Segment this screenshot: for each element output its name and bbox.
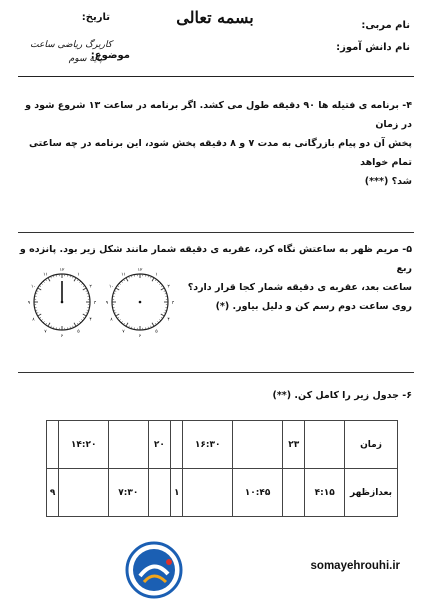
subject-line-1: کاربرگ ریاضی ساعت <box>30 40 112 50</box>
clock-number: ۱۰ <box>30 284 36 290</box>
table-cell[interactable] <box>171 421 183 469</box>
clock-number: ۶ <box>60 334 64 339</box>
question-5-line-3: روی ساعت دوم رسم کن و دلیل بیاور. (*) <box>215 301 412 312</box>
table-cell[interactable] <box>59 469 109 517</box>
clock-center <box>139 301 142 304</box>
page-title: بسمه تعالی <box>176 8 254 27</box>
clock-number: ۴ <box>89 317 92 323</box>
table-cell[interactable] <box>305 421 345 469</box>
clock-number: ۲ <box>89 284 92 290</box>
clock-number: ۴ <box>167 317 170 323</box>
clock-number: ۱۲ <box>137 268 143 273</box>
table-header-afternoon: بعدازظهر <box>345 469 398 517</box>
table-cell: ۱۴:۲۰ <box>59 421 109 469</box>
clock-number: ۷ <box>122 329 125 335</box>
teacher-name-label: نام مربی: <box>361 20 410 31</box>
table-row-time <box>47 421 398 469</box>
section-divider-2 <box>18 372 414 373</box>
clock-number: ۶ <box>138 334 142 339</box>
clock-with-minute-hand <box>28 268 97 339</box>
header-divider <box>18 76 414 77</box>
question-5-line-2: ساعت بعد، عقربه ی دقیقه شمار کجا قرار دارد؟ <box>187 282 412 293</box>
time-table <box>46 420 398 517</box>
clock-number: ۱ <box>155 272 158 278</box>
clock-number: ۹ <box>105 301 109 306</box>
question-4 <box>18 96 412 191</box>
question-4-line-3: شد؟ (***) <box>364 176 412 187</box>
subject-label: موضوع: <box>90 50 130 61</box>
table-cell[interactable] <box>47 421 59 469</box>
clock-number: ۱۱ <box>121 272 126 278</box>
clock-number: ۵ <box>155 329 158 335</box>
table-cell[interactable] <box>282 469 305 517</box>
question-5-line-1: ۵- مریم ظهر به ساعتش نگاه کرد، عقربه ی دقیقه شمار مانند شکل زیر بود. پانزده و ربع <box>19 244 412 274</box>
blank-clock[interactable] <box>106 268 175 339</box>
table-cell[interactable] <box>148 469 171 517</box>
question-4-line-2: پخش آن دو پیام بازرگانی به مدت ۷ و ۸ دقیقه پخش شود، این برنامه در چه ساعتی تمام خواهد <box>29 138 412 168</box>
table-cell: ۲۳ <box>282 421 305 469</box>
table-cell: ۷:۳۰ <box>109 469 149 517</box>
section-divider-1 <box>18 232 414 233</box>
table-cell: ۱۰:۴۵ <box>233 469 283 517</box>
date-label: تاریخ: <box>81 12 110 23</box>
clocks-figure <box>28 264 178 340</box>
site-logo <box>124 540 184 600</box>
clock-number: ۱ <box>77 272 80 278</box>
clock-number: ۳ <box>171 301 175 306</box>
table-cell: ۴:۱۵ <box>305 469 345 517</box>
clock-number: ۹ <box>28 301 31 306</box>
table-cell[interactable] <box>183 469 233 517</box>
clock-number: ۳ <box>93 301 97 306</box>
clock-number: ۸ <box>32 317 35 323</box>
table-cell[interactable] <box>233 421 283 469</box>
website-url[interactable]: somayehrouhi.ir <box>310 560 400 572</box>
table-cell: ۱ <box>171 469 183 517</box>
student-name-label: نام دانش آموز: <box>336 42 410 53</box>
table-row-afternoon <box>47 469 398 517</box>
clock-number: ۱۱ <box>43 272 48 278</box>
clock-number: ۱۲ <box>59 268 65 273</box>
subject-line-2: پایه سوم <box>68 54 102 64</box>
question-6-title: ۶- جدول زیر را کامل کن. (**) <box>272 390 412 401</box>
clock-number: ۷ <box>44 329 47 335</box>
clock-number: ۱۰ <box>108 284 114 290</box>
table-cell[interactable] <box>109 421 149 469</box>
clock-number: ۲ <box>167 284 170 290</box>
table-cell: ۱۶:۳۰ <box>183 421 233 469</box>
clock-number: ۸ <box>110 317 113 323</box>
table-cell: ۲۰ <box>148 421 171 469</box>
clock-number: ۵ <box>77 329 80 335</box>
clock-center <box>61 301 64 304</box>
table-cell: ۹ <box>47 469 59 517</box>
question-4-line-1: ۴- برنامه ی فتیله ها ۹۰ دقیقه طول می کشد. اگر برنامه در ساعت ۱۳ شروع شود و در زمان <box>25 100 412 130</box>
table-header-time: زمان <box>345 421 398 469</box>
